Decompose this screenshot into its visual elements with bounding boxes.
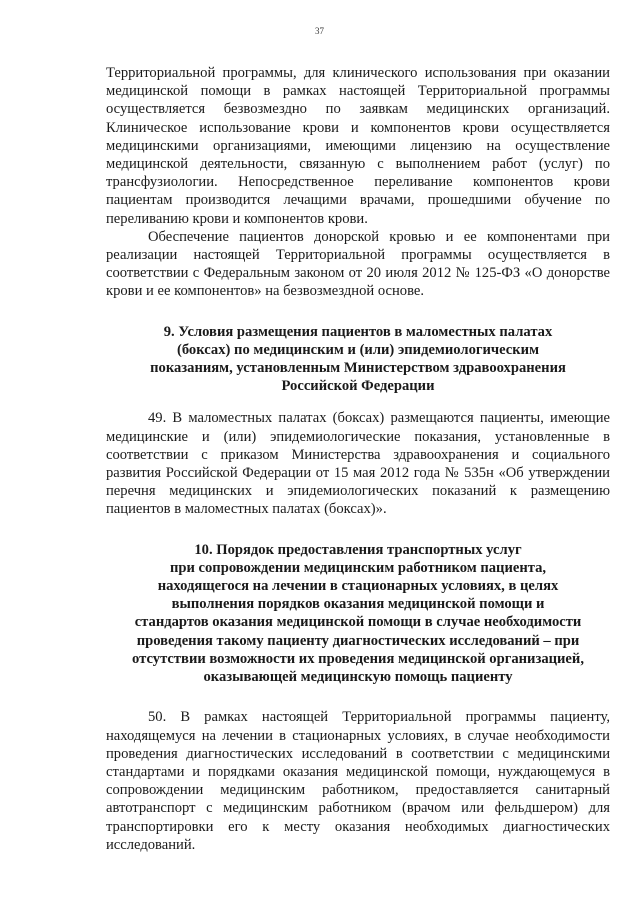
paragraph-50: 50. В рамках настоящей Территориальной программы пациенту, находящемуся на лечении в стационарных условиях, в случае необходимости проведения диагностических исследований в соответствии с медицинскими стандартами и порядками оказания медицинской помощи, нуждающемуся в сопровождении медицинским работником, предоставляется санитарный автотранспорт с медицинским работником (врачом или фельдшером) для транспортировки его к месту оказания необходимых диагностических исследований.: [106, 709, 610, 853]
section-9-heading: [106, 323, 610, 396]
page-content: [106, 64, 610, 854]
heading-line: проведения такому пациенту диагностических исследований – при: [136, 632, 580, 649]
paragraph-donor-blood: Обеспечение пациентов донорской кровью и ее компонентами при реализации настоящей Территориальной программы осуществляется в соответствии с Федеральным законом от 20 июля 2012 № 125-ФЗ «О донорстве крови и ее компонентов» на безвозмездной основе.: [106, 228, 610, 300]
heading-line: отсутствии возможности их проведения медицинской организацией,: [132, 650, 584, 667]
heading-line: (боксах) по медицинским и (или) эпидемиологическим: [176, 341, 540, 358]
heading-line: оказывающей медицинскую помощь пациенту: [203, 669, 513, 686]
paragraph-49: 49. В маломестных палатах (боксах) размещаются пациенты, имеющие медицинские и (или) эпидемиологические показания, установленные в соответствии с приказом Министерства здравоохранения и социального развития Российской Федерации от 15 мая 2012 года № 535н «Об утверждении перечня медицинских и эпидемиологических показаний к размещению пациентов в маломестных палатах (боксах)».: [106, 410, 610, 518]
heading-line: при сопровождении медицинским работником пациента,: [169, 559, 547, 576]
heading-line: Российской Федерации: [281, 378, 435, 395]
page-number: 37: [315, 26, 324, 36]
paragraph-blood-usage: Территориальной программы, для клинического использования при оказании медицинской помощи в рамках настоящей Территориальной программы осуществляется безвозмездно по заявкам медицинских организаций. Клиническое использование крови и компонентов крови осуществляется медицинскими организациями, имеющими лицензию на осуществление медицинской деятельности, связанную с выполнением работ (услуг) по трансфузиологии. Непосредственное переливание компонентов крови пациентам производится лечащими врачами, прошедшими обучение по переливанию крови и компонентов крови.: [106, 65, 610, 227]
section-10-heading: [106, 541, 610, 687]
heading-line: 10. Порядок предоставления транспортных услуг: [194, 541, 522, 558]
heading-line: показаниям, установленным Министерством здравоохранения: [150, 360, 566, 377]
heading-line: 9. Условия размещения пациентов в маломестных палатах: [163, 323, 553, 340]
heading-line: находящегося на лечении в стационарных условиях, в целях: [157, 578, 559, 595]
heading-line: выполнения порядков оказания медицинской помощи и: [171, 596, 545, 613]
heading-line: стандартов оказания медицинской помощи в случае необходимости: [134, 614, 582, 631]
